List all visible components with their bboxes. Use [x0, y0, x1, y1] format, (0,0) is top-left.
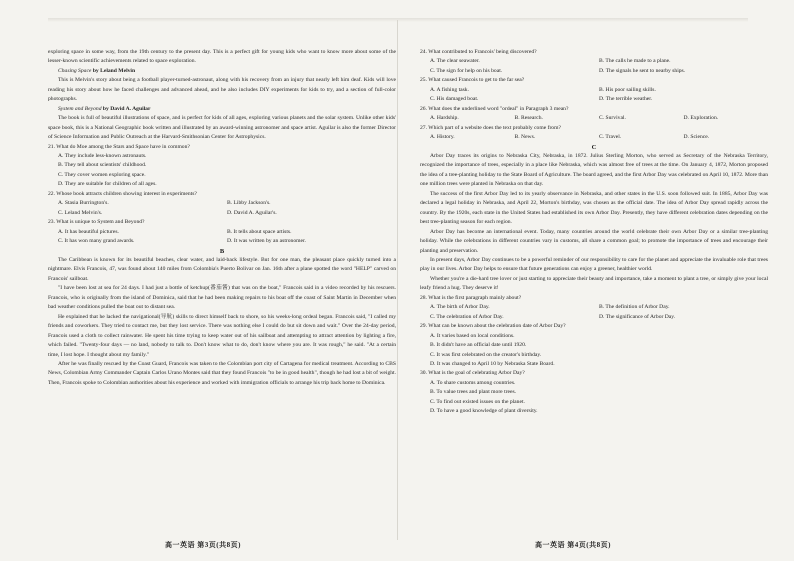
option: D. They are suitable for children of all ages. — [58, 181, 157, 188]
intro-paragraph: exploring space in some way, from the 19th century to the present day. This is a perfect gift for young kids who want to know more about some of the lesser-known scientific achievements related to space exploration. — [48, 49, 396, 65]
option: D. It was changed to April 10 by Nebraska State Board. — [430, 360, 555, 367]
passage-c-paragraph-5: Whether you're a die-hard tree lover or just starting to appreciate their beauty and importance, take a moment to plant a tree, or simply give your local leafy friend a hug. They deserve it! — [420, 275, 768, 292]
option: B. It didn't have an official date until 1920. — [430, 342, 527, 349]
option: D. It was written by an astronomer. — [227, 238, 306, 245]
section-b-heading: B — [219, 247, 225, 255]
question-29: 29. What can be known about the celebration date of Arbor Day? — [420, 323, 566, 330]
option: A. It has beautiful pictures. — [58, 228, 119, 235]
question-23-options — [48, 228, 396, 247]
option: A. Hardship. — [430, 115, 459, 122]
question-26: 26. What does the underlined word "ordeal" in Paragraph 3 mean? — [420, 105, 569, 112]
question-26-options — [420, 114, 768, 123]
column-divider — [397, 20, 398, 540]
footer-page-3: 高一英语 第3页(共8页) — [165, 541, 241, 549]
question-29-options — [420, 332, 768, 370]
question-30-options — [420, 379, 768, 417]
option: A. It varies based on local conditions. — [430, 332, 515, 339]
option: B. To value trees and plant more trees. — [430, 389, 517, 396]
option: D. David A. Aguilar's. — [227, 209, 277, 216]
option: A. Stasia Burrington's. — [58, 200, 109, 207]
question-24-options — [420, 57, 768, 76]
left-column — [48, 48, 396, 388]
option: D. The terrible weather. — [599, 96, 653, 103]
right-column — [420, 48, 768, 417]
footer-page-4: 高一英语 第4页(共8页) — [535, 541, 611, 549]
option: B. It tells about space artists. — [227, 228, 292, 235]
option: A. A fishing task. — [430, 86, 470, 93]
option: D. The signals he sent to nearby ships. — [599, 67, 686, 74]
option: A. They include less-known astronauts. — [58, 152, 147, 159]
option: D. Science. — [683, 134, 710, 141]
question-30: 30. What is the goal of celebrating Arbor Day? — [420, 370, 525, 377]
book3-author: by David A. Aguilar — [102, 105, 151, 112]
option: C. To find out existed issues on the planet. — [430, 398, 525, 405]
question-22: 22. Whose book attracts children showing interest in experiments? — [48, 190, 197, 197]
passage-b-paragraph-2: "I have been lost at sea for 24 days. I had just a bottle of ketchup(番茄酱) that was on the boat," Francois said in a video recorded by his rescuers. Francois, who is originally from the island of Dominica, said that he had been making repairs to his boat off the coast of Saint Martin in December when bad weather conditions pulled the boat out to distant sea. — [48, 285, 396, 311]
question-27-options — [420, 133, 768, 142]
option: B. Libby Jackson's. — [227, 200, 271, 207]
option: C. The sign for help on his boat. — [430, 67, 503, 74]
option: A. The clear seawater. — [430, 58, 480, 65]
option: A. The birth of Arbor Day. — [430, 304, 490, 311]
option: B. The definition of Arbor Day. — [599, 304, 670, 311]
passage-c-paragraph-2: The success of the first Arbor Day led to its yearly observance in Nebraska, and other states in the U.S. soon followed suit. In 1885, Arbor Day was declared a legal holiday in Nebraska, and April 22, Morton's birthday, was chosen as the official date. The idea of Arbor Day spread rapidly across the country. By the 1920s, each state in the United States had established its own Arbor Day. Presently, they have different celebration dates depending on the best tree-planting season for each region. — [420, 190, 768, 226]
question-25: 25. What caused Francois to get to the far sea? — [420, 77, 525, 84]
option: C. Survival. — [599, 115, 626, 122]
question-25-options — [420, 86, 768, 105]
book2-title: Chasing Space — [58, 67, 92, 74]
option: D. Exploration. — [683, 115, 719, 122]
passage-b-paragraph-3: He explained that he lacked the navigational(导航) skills to direct himself back to shore, so his weeks-long ordeal began. Francois said, "I called my friends and coworkers. They tried to contact me, but they lost service. There was nothing else I could do but sit down and wait." Over the 24-day period, Francois used a cloth to collect rainwater. He spent his time trying to keep water out of his sailboat and attempting to attract attention by lighting a fire, which failed. "Twenty-four days — no land, nobody to talk to. Don't know what to do, don't know where you are. It was rough," he said. "At a certain time, I lost hope. I thought about my family." — [48, 313, 396, 358]
option: B. They tell about scientists' childhood. — [58, 162, 147, 169]
option: D. To have a good knowledge of plant diversity. — [430, 408, 538, 415]
option: B. Research. — [514, 115, 543, 122]
question-21: 21. What do Moe among the Stars and Space have in common? — [48, 143, 190, 150]
question-24: 24. What contributed to Francois' being discovered? — [420, 49, 537, 55]
option: C. They cover women exploring space. — [58, 171, 146, 178]
book3-heading — [48, 105, 396, 114]
book2-heading — [48, 67, 396, 76]
book2-text: This is Melvin's story about being a football player-turned-astronaut, along with his recovery from an injury that nearly left him deaf. Kids will love reading his story about how he faced challenges and advanced ahead, and he also includes DIY experiments for kids to try, and a section of full-color photographs. — [48, 77, 396, 103]
top-scan-edge — [48, 18, 748, 22]
book3-text: The book is full of beautiful illustrations of space, and is perfect for kids of all ages, exploring various planets and the solar system. Unlike other kids' space book, this is a National Geographic book written and illustrated by an award-winning astronomer and space artist. Aguilar is also the former Director of Science Information and Public Outreach at the Harvard-Smithsonian Center for Astrophysics. — [48, 115, 396, 141]
option: B. The calls he made to a plane. — [599, 58, 671, 65]
passage-c-paragraph-3: Arbor Day has become an international event. Today, many countries around the world celebrate their own Arbor Day or a similar tree-planting holiday. While the celebrations in different countries vary in customs, all share a common goal; to promote the importance of trees and encourage their planting and preservation. — [420, 228, 768, 254]
question-22-options — [48, 199, 396, 218]
option: C. The celebration of Arbor Day. — [430, 313, 504, 320]
option: A. To share customs among countries. — [430, 379, 516, 386]
question-23: 23. What is unique to System and Beyond? — [48, 219, 145, 226]
option: B. His poor sailing skills. — [599, 86, 656, 93]
option: A. History. — [430, 134, 455, 141]
option: C. It was first celebrated on the creator's birthday. — [430, 351, 542, 358]
book3-title: System and Beyond — [58, 105, 102, 112]
section-c-heading: C — [591, 143, 597, 151]
question-28: 28. What is the first paragraph mainly about? — [420, 294, 522, 301]
option: C. It has won many grand awards. — [58, 238, 135, 245]
book2-author: by Leland Melvin — [92, 67, 136, 74]
passage-c-paragraph-4: In present days, Arbor Day continues to be a powerful reminder of our responsibility to care for the planet and appreciate the invaluable role that trees play in our lives. Arbor Day helps to ensure that future generations can enjoy a greener, healthier world. — [420, 256, 768, 273]
option: C. His damaged boat. — [430, 96, 479, 103]
option: C. Leland Melvin's. — [58, 209, 103, 216]
question-21-options — [48, 152, 396, 190]
question-28-options — [420, 303, 768, 322]
passage-c-paragraph-1: Arbor Day traces its origins to Nebraska City, Nebraska, in 1872. Julius Sterling Morton, who served as Secretary of the Nebraska Territory, recognized the importance of trees, especially in a place like Nebraska, which was almost free of trees at the time. On January 4, 1872, Morton proposed the idea of a tree-planting holiday to the State Board of Agriculture. The board agreed, and the first Arbor Day was celebrated on April 10, 1872. More than one million trees were planted in Nebraska on that day. — [420, 152, 768, 188]
option: B. News. — [514, 134, 536, 141]
question-27: 27. Which part of a website does the text probably come from? — [420, 124, 561, 131]
passage-b-paragraph-4: After he was finally rescued by the Coast Guard, Francois was taken to the Colombian port city of Cartagena for medical treatment. According to CBS News, Colombian Army Commander Captain Carlos Urano Montes said that they found Francois "to be in good health", though he had lost a bit of weight. Then, Francois spoke to Colombian authorities about his experience and worked with immigration officials to arrange his trip back home to Dominica. — [48, 360, 396, 386]
option: C. Travel. — [599, 134, 622, 141]
option: D. The significance of Arbor Day. — [599, 313, 676, 320]
passage-b-paragraph-1: The Caribbean is known for its beautiful beaches, clear water, and laid-back lifestyle. But for one man, the pleasant place quickly turned into a nightmare. Elvis Francois, 47, was found about 140 miles from Colombia's Puerto Bolivar on Jan. 16th after a plane spotted the word "HELP" carved on Francois' sailboat. — [48, 256, 396, 282]
